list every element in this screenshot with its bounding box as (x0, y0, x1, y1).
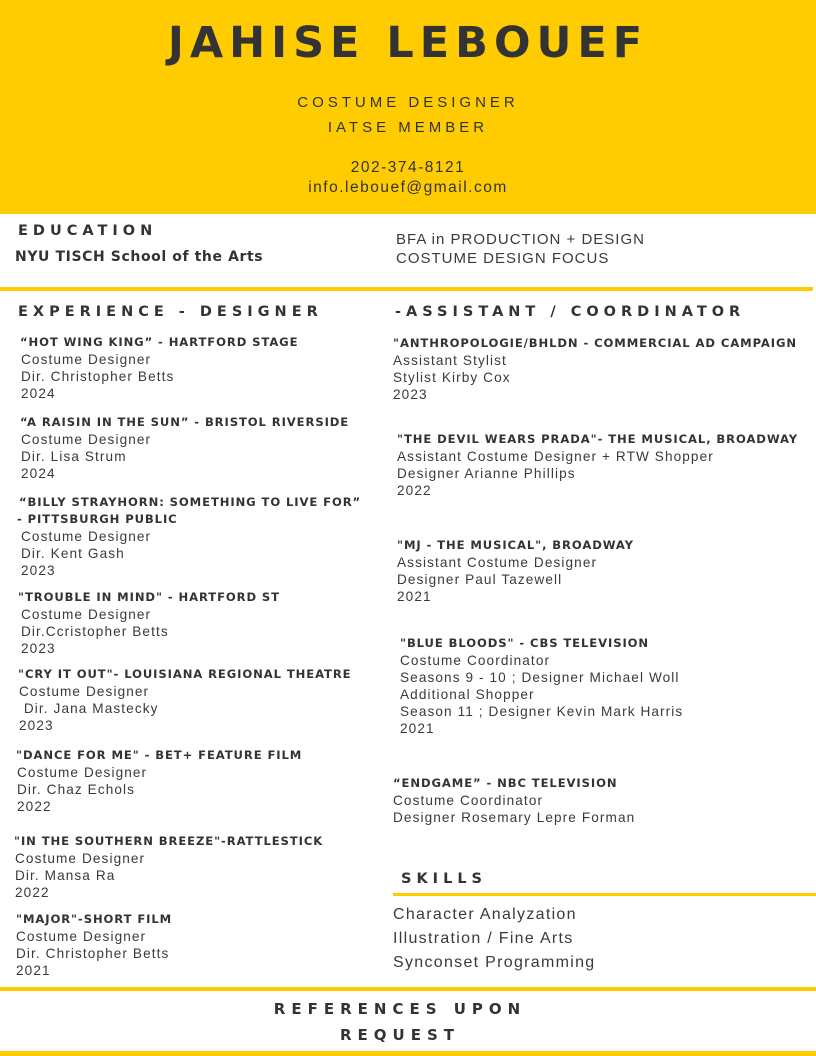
entry-director: Dir. Chaz Echols (17, 782, 136, 797)
entry-line: 2021 (397, 589, 432, 604)
entry-year: 2021 (16, 963, 51, 978)
entry-line: Stylist Kirby Cox (393, 370, 511, 385)
entry-director: Dir.Ccristopher Betts (21, 624, 169, 639)
skills-list (393, 903, 596, 975)
entry-role: Costume Designer (19, 684, 150, 699)
references-line: REFERENCES UPON (273, 1000, 527, 1018)
entry-year: 2023 (19, 718, 54, 733)
skill-item: Character Analyzation (393, 906, 577, 923)
entry-line: Assistant Stylist (393, 353, 507, 368)
entry-line: Assistant Costume Designer + RTW Shopper (397, 449, 714, 464)
designer-entry (18, 666, 458, 734)
entry-title: "ANTHROPOLOGIE/BHLDN - COMMERCIAL AD CAMPAIGN (393, 336, 798, 350)
entry-title: "CRY IT OUT"- LOUISIANA REGIONAL THEATRE (18, 667, 352, 681)
entry-role: Costume Designer (17, 765, 148, 780)
entry-role: Costume Designer (15, 851, 146, 866)
skill-item: Illustration / Fine Arts (393, 930, 574, 947)
entry-director: Dir. Christopher Betts (16, 946, 170, 961)
entry-role: Costume Designer (21, 529, 152, 544)
entry-director: Dir. Mansa Ra (15, 868, 116, 883)
entry-line: Designer Arianne Phillips (397, 466, 576, 481)
entry-year: 2022 (15, 885, 50, 900)
entry-line: Assistant Costume Designer (397, 555, 598, 570)
assistant-entry (397, 431, 816, 499)
experience-designer-heading: EXPERIENCE - DESIGNER (18, 304, 323, 320)
designer-entry (16, 747, 456, 815)
phone-number: 202-374-8121 (350, 159, 466, 176)
entry-title: "IN THE SOUTHERN BREEZE"-RATTLESTICK (14, 834, 324, 848)
entry-line: Additional Shopper (400, 687, 535, 702)
entry-director: Dir. Jana Mastecky (19, 701, 159, 716)
skill-item: Synconset Programming (393, 954, 596, 971)
designer-entry (17, 494, 457, 579)
designer-entry (16, 911, 456, 979)
footer-divider-bottom (0, 1051, 816, 1056)
entry-line: Seasons 9 - 10 ; Designer Michael Woll (400, 670, 680, 685)
entry-year: 2023 (21, 563, 56, 578)
education-degree (396, 230, 645, 268)
entry-line: 2022 (397, 483, 432, 498)
designer-entry (20, 414, 460, 482)
entry-title: “ENDGAME” - NBC TELEVISION (393, 776, 618, 790)
entry-line: 2021 (400, 721, 435, 736)
entry-director: Dir. Kent Gash (21, 546, 125, 561)
entry-line: Designer Paul Tazewell (397, 572, 563, 587)
degree-focus-line: COSTUME DESIGN FOCUS (396, 250, 610, 267)
skills-divider (393, 893, 816, 896)
entry-title: "BLUE BLOODS" - CBS TELEVISION (400, 636, 650, 650)
entry-title: "MAJOR"-SHORT FILM (16, 912, 173, 926)
entry-year: 2022 (17, 799, 52, 814)
entry-title-continued: - PITTSBURGH PUBLIC (17, 512, 178, 526)
entry-line: Season 11 ; Designer Kevin Mark Harris (400, 704, 684, 719)
entry-title: "TROUBLE IN MIND" - HARTFORD ST (18, 590, 280, 604)
footer-divider-top (0, 987, 816, 991)
entry-title: "MJ - THE MUSICAL", BROADWAY (397, 538, 634, 552)
entry-director: Dir. Lisa Strum (21, 449, 127, 464)
designer-entry (14, 833, 454, 901)
entry-title: “BILLY STRAYHORN: SOMETHING TO LIVE FOR” (19, 495, 362, 509)
candidate-name: JAHISE LEBOUEF (167, 18, 649, 68)
experience-assistant-heading: -ASSISTANT / COORDINATOR (395, 304, 746, 320)
entry-role: Costume Designer (16, 929, 147, 944)
skills-heading: SKILLS (401, 871, 487, 887)
education-heading: EDUCATION (18, 223, 158, 239)
job-title: COSTUME DESIGNER (297, 94, 519, 111)
references-line-2: REQUEST (339, 1026, 460, 1044)
entry-line: Costume Coordinator (400, 653, 551, 668)
entry-title: "DANCE FOR ME" - BET+ FEATURE FILM (16, 748, 303, 762)
assistant-entry (397, 537, 816, 605)
education-school: NYU TISCH School of the Arts (15, 249, 264, 265)
entry-title: “A RAISIN IN THE SUN” - BRISTOL RIVERSIDE (20, 415, 350, 429)
entry-line: Costume Coordinator (393, 793, 544, 808)
assistant-entry (400, 635, 816, 737)
assistant-entry (393, 335, 816, 403)
entry-line: 2023 (393, 387, 428, 402)
entry-role: Costume Designer (21, 432, 152, 447)
email-address: info.lebouef@gmail.com (308, 179, 508, 196)
entry-role: Costume Designer (21, 352, 152, 367)
entry-year: 2024 (21, 386, 56, 401)
entry-year: 2024 (21, 466, 56, 481)
entry-title: “HOT WING KING” - HARTFORD STAGE (20, 335, 299, 349)
degree-line: BFA in PRODUCTION + DESIGN (396, 231, 645, 248)
entry-role: Costume Designer (21, 607, 152, 622)
designer-entry (18, 589, 458, 657)
entry-title: "THE DEVIL WEARS PRADA"- THE MUSICAL, BROADWAY (397, 432, 799, 446)
entry-year: 2023 (21, 641, 56, 656)
section-divider (0, 287, 813, 291)
entry-director: Dir. Christopher Betts (21, 369, 175, 384)
entry-line: Designer Rosemary Lepre Forman (393, 810, 636, 825)
union-membership: IATSE MEMBER (327, 119, 489, 136)
assistant-entry (393, 775, 816, 826)
